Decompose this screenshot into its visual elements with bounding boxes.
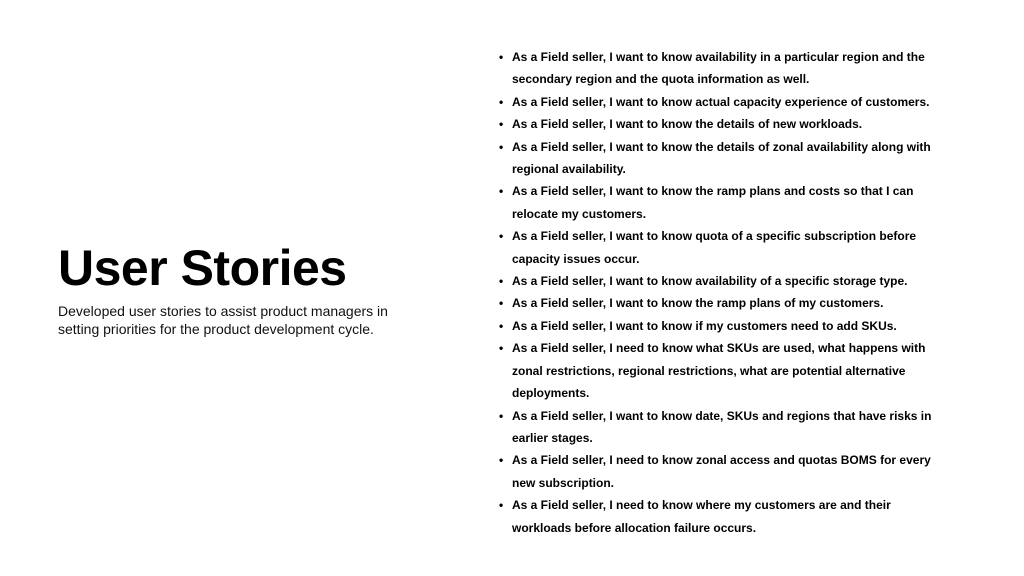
bullet-icon: • — [499, 453, 504, 468]
user-story-item — [499, 46, 944, 91]
user-story-text: As a Field seller, I want to know the details of zonal availability along with regional availability. — [512, 139, 931, 177]
bullet-icon: • — [499, 94, 504, 109]
bullet-icon: • — [499, 184, 504, 199]
user-story-item — [499, 270, 944, 292]
user-story-text: As a Field seller, I need to know zonal access and quotas BOMS for every new subscription. — [512, 453, 931, 490]
user-story-item — [499, 494, 944, 539]
page-title: User Stories — [58, 240, 347, 296]
user-story-text: As a Field seller, I need to know where my customers are and their workloads before allocation failure occurs. — [512, 498, 891, 535]
bullet-icon: • — [499, 318, 504, 333]
user-story-item — [499, 405, 944, 450]
bullet-icon: • — [499, 296, 504, 311]
user-story-text: As a Field seller, I want to know availability in a particular region and the secondary region and the quota information as well. — [512, 50, 925, 87]
bullet-icon: • — [499, 408, 504, 423]
user-story-text: As a Field seller, I want to know the ramp plans and costs so that I can relocate my customers. — [512, 184, 914, 221]
bullet-icon: • — [499, 274, 504, 289]
page-subtitle: Developed user stories to assist product managers in setting priorities for the product development cycle. — [58, 303, 388, 337]
user-story-item — [499, 292, 944, 314]
user-story-item — [499, 91, 944, 113]
heading-block — [58, 240, 418, 338]
bullet-icon: • — [499, 50, 504, 64]
user-story-text: As a Field seller, I want to know actual capacity experience of customers. — [512, 94, 930, 109]
user-story-item — [499, 113, 944, 135]
user-story-item — [499, 337, 944, 404]
bullet-icon: • — [499, 341, 504, 356]
user-story-text: As a Field seller, I want to know the ramp plans of my customers. — [512, 296, 884, 311]
user-story-text: As a Field seller, I want to know availability of a specific storage type. — [512, 274, 908, 289]
bullet-icon: • — [499, 498, 504, 513]
user-story-text: As a Field seller, I want to know if my customers need to add SKUs. — [512, 318, 897, 333]
user-story-text: As a Field seller, I want to know quota of a specific subscription before capacity issues occur. — [512, 229, 917, 266]
user-story-item — [499, 180, 944, 225]
bullet-icon: • — [499, 229, 504, 244]
user-story-text: As a Field seller, I need to know what SKUs are used, what happens with zonal restrictions, regional restrictions, what are potential alternative deployments. — [512, 341, 926, 401]
bullet-icon: • — [499, 117, 504, 132]
user-story-item — [499, 225, 944, 270]
user-stories-list — [499, 46, 944, 539]
user-story-item — [499, 315, 944, 337]
user-story-item — [499, 449, 944, 494]
user-story-item — [499, 136, 944, 181]
user-story-text: As a Field seller, I want to know the details of new workloads. — [512, 117, 863, 132]
user-story-text: As a Field seller, I want to know date, SKUs and regions that have risks in earlier stages. — [512, 408, 932, 445]
bullet-icon: • — [499, 139, 504, 154]
